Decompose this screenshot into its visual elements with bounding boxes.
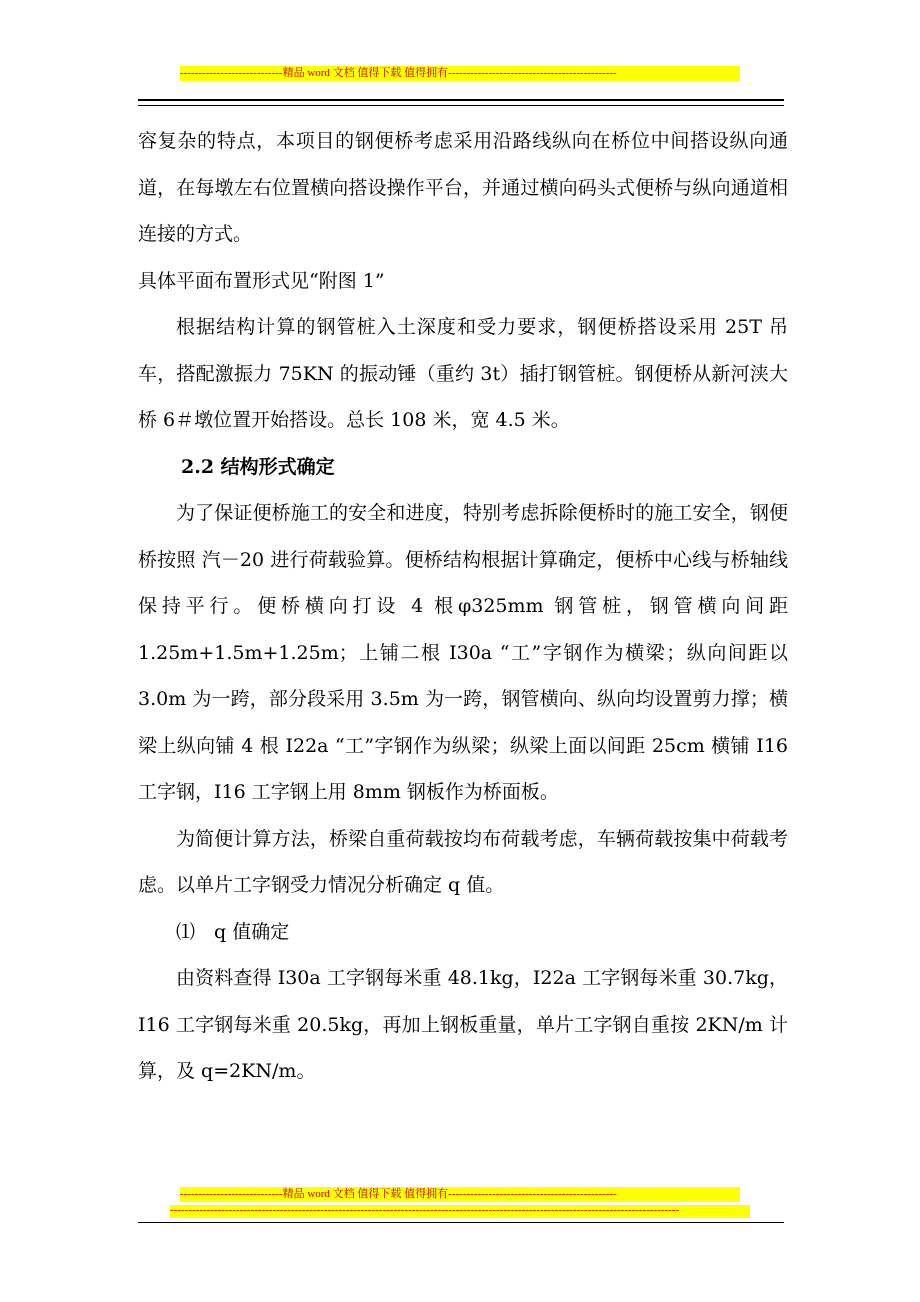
- document-body: [138, 118, 788, 1095]
- subheading-q-value: ⑴ q 值确定: [176, 920, 290, 943]
- header-rule-thin: [138, 105, 784, 106]
- paragraph-continuation: 容复杂的特点，本项目的钢便桥考虑采用沿路线纵向在桥位中间搭设纵向通道，在每墩左右位置横向搭设操作平台，并通过横向码头式便桥与纵向通道相连接的方式。: [138, 130, 788, 245]
- section-heading: 2.2 结构形式确定: [181, 455, 335, 478]
- header-rule-thick: [138, 99, 784, 101]
- footer-dashes: -------------------------------------------------------------------------------------------------------------------------------------------: [170, 1205, 750, 1218]
- paragraph-structure: 为了保证便桥施工的安全和进度，特别考虑拆除便桥时的施工安全，钢便桥按照 汽－20 进行荷载验算。便桥结构根据计算确定，便桥中心线与桥轴线保持平行。便桥横向打设 4 根φ325mm 钢管桩，钢管横向间距 1.25m+1.5m+1.25m；上铺二根 I30a “工”字钢作为横梁；纵向间距以 3.0m 为一跨，部分段采用 3.5m 为一跨，钢管横向、纵向均设置剪力撑；横梁上纵向铺 4 根 I22a “工”字钢作为纵梁；纵梁上面以间距 25cm 横铺 I16 工字钢，I16 工字钢上用 8mm 钢板作为桥面板。: [138, 502, 788, 803]
- paragraph-construction: 根据结构计算的钢管桩入土深度和受力要求，钢便桥搭设采用 25T 吊车，搭配激振力 75KN 的振动锤（重约 3t）插打钢管桩。钢便桥从新河浃大桥 6＃墩位置开始搭设。总长 108 米，宽 4.5 米。: [138, 316, 788, 431]
- header-banner: ----------------------------精品 word 文档 值得下载 值得拥有----------------------------------------------: [180, 66, 740, 81]
- footer-rule: [138, 1222, 784, 1223]
- paragraph-load-method: 为简便计算方法，桥梁自重荷载按均布荷载考虑，车辆荷载按集中荷载考虑。以单片工字钢受力情况分析确定 q 值。: [138, 827, 788, 896]
- paragraph-figure-reference: 具体平面布置形式见“附图 1”: [138, 269, 385, 292]
- paragraph-weights: 由资料查得 I30a 工字钢每米重 48.1kg，I22a 工字钢每米重 30.7kg，I16 工字钢每米重 20.5kg，再加上钢板重量，单片工字钢自重按 2KN/m 计算，及 q=2KN/m。: [138, 967, 788, 1082]
- footer-banner: ----------------------------精品 word 文档 值得下载 值得拥有----------------------------------------------: [180, 1187, 740, 1202]
